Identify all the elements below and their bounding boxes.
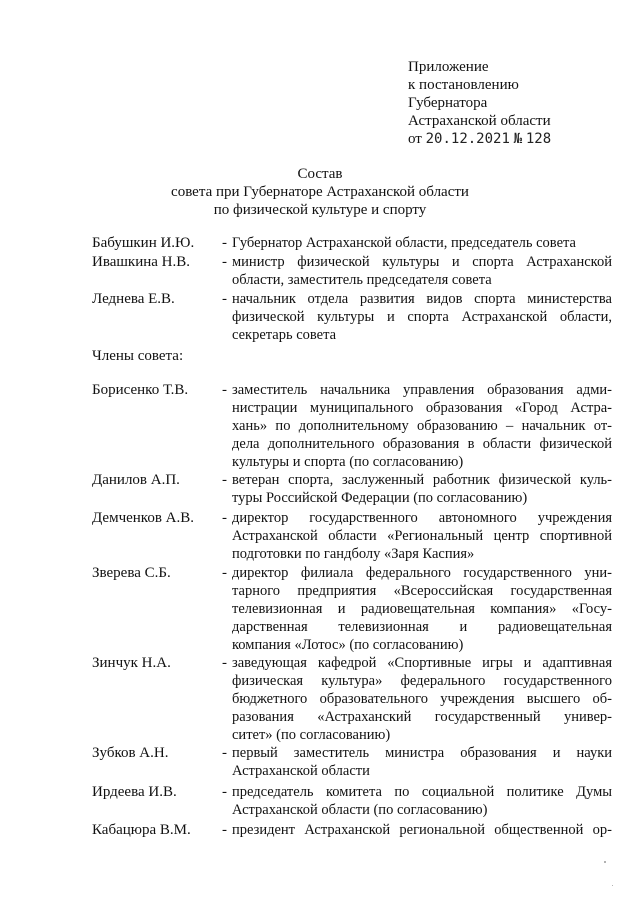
position-line: Губернатор Астраханской области, председатель совета	[232, 235, 576, 251]
member-position	[232, 290, 612, 344]
member-position	[232, 783, 612, 819]
member-name: Ирдеева И.В.	[92, 784, 177, 800]
handwritten-number: 128	[525, 131, 552, 147]
position-line: физическая культура» федерального государственного	[232, 673, 612, 689]
member-position	[232, 821, 612, 839]
appendix-line: Астраханской области	[408, 113, 551, 129]
appendix-line: Приложение	[408, 59, 489, 75]
scan-speck	[612, 885, 613, 886]
entry-dash: -	[222, 472, 227, 488]
member-name: Зверева С.Б.	[92, 565, 171, 581]
date-prefix: от	[408, 131, 422, 147]
scan-speck	[604, 861, 606, 863]
position-line: тарного предприятия «Всероссийская государственная	[232, 583, 612, 599]
member-position	[232, 253, 612, 289]
position-line: директор филиала федерального государственного уни-	[232, 565, 612, 581]
position-line: Астраханской области (по согласованию)	[232, 802, 488, 818]
title-line-3: по физической культуре и спорту	[213, 202, 427, 218]
entry-dash: -	[222, 655, 227, 671]
appendix-block	[408, 58, 551, 148]
position-line: председатель комитета по социальной политике Думы	[232, 784, 612, 800]
position-line: Астраханской области	[232, 763, 370, 779]
entry-dash: -	[222, 291, 227, 307]
member-name: Борисенко Т.В.	[92, 382, 189, 398]
entry-dash: -	[222, 784, 227, 800]
position-line: секретарь совета	[232, 327, 337, 343]
member-name: Демченков А.В.	[92, 510, 194, 526]
position-line: министр физической культуры и спорта Астраханской	[232, 254, 612, 270]
position-line: подготовки по гандболу «Заря Каспия»	[232, 546, 475, 562]
member-name: Ивашкина Н.В.	[92, 254, 191, 270]
position-line: области, заместитель председателя совета	[232, 272, 492, 288]
member-position	[232, 234, 612, 252]
member-name: Зинчук Н.А.	[92, 655, 171, 671]
member-position	[232, 509, 612, 563]
position-line: заведующая кафедрой «Спортивные игры и адаптивная	[232, 655, 612, 671]
title-line-2: совета при Губернаторе Астраханской области	[171, 184, 469, 200]
position-line: начальник отдела развития видов спорта министерства	[232, 291, 612, 307]
member-position	[232, 564, 612, 654]
position-line: культуры и спорта (по согласованию)	[232, 454, 464, 470]
position-line: туры Российской Федерации (по согласованию)	[232, 490, 528, 506]
position-line: директор государственного автономного учреждения	[232, 510, 612, 526]
position-line: Астраханской области «Региональный центр спортивной	[232, 528, 612, 544]
position-line: физической культуры и спорта Астраханской области,	[232, 309, 612, 325]
entry-dash: -	[222, 822, 227, 838]
member-position	[232, 744, 612, 780]
position-line: разования «Астраханский государственный универ-	[232, 709, 612, 725]
handwritten-date: 20.12.2021	[425, 131, 510, 147]
member-position	[232, 471, 612, 507]
member-position	[232, 381, 612, 471]
position-line: хань» по дополнительному образованию – начальник от-	[232, 418, 612, 434]
entry-dash: -	[222, 565, 227, 581]
member-name: Леднева Е.В.	[92, 291, 175, 307]
entry-dash: -	[222, 235, 227, 251]
members-heading: Члены совета:	[92, 348, 184, 364]
entry-dash: -	[222, 745, 227, 761]
position-line: телевизионная и радиовещательная компания» «Госу-	[232, 601, 612, 617]
member-name: Данилов А.П.	[92, 472, 180, 488]
position-line: компания «Лотос» (по согласованию)	[232, 637, 464, 653]
document-title	[0, 165, 640, 219]
entry-dash: -	[222, 382, 227, 398]
number-sign: №	[513, 131, 523, 147]
appendix-line: Губернатора	[408, 95, 488, 111]
member-position	[232, 654, 612, 744]
member-name: Кабацюра В.М.	[92, 822, 191, 838]
position-line: первый заместитель министра образования и науки	[232, 745, 612, 761]
position-line: дарственная телевизионная и радиовещательная	[232, 619, 612, 635]
title-line-1: Состав	[297, 166, 343, 182]
appendix-date-line	[408, 130, 551, 148]
entry-dash: -	[222, 510, 227, 526]
position-line: нистрации муниципального образования «Город Астра-	[232, 400, 612, 416]
member-name: Зубков А.Н.	[92, 745, 169, 761]
position-line: дела дополнительного образования в области физической	[232, 436, 612, 452]
member-name: Бабушкин И.Ю.	[92, 235, 195, 251]
entry-dash: -	[222, 254, 227, 270]
position-line: ветеран спорта, заслуженный работник физической куль-	[232, 472, 612, 488]
position-line: президент Астраханской региональной общественной ор-	[232, 822, 612, 838]
position-line: заместитель начальника управления образования адми-	[232, 382, 612, 398]
position-line: бюджетного образовательного учреждения высшего об-	[232, 691, 612, 707]
position-line: ситет» (по согласованию)	[232, 727, 391, 743]
appendix-line: к постановлению	[408, 77, 519, 93]
